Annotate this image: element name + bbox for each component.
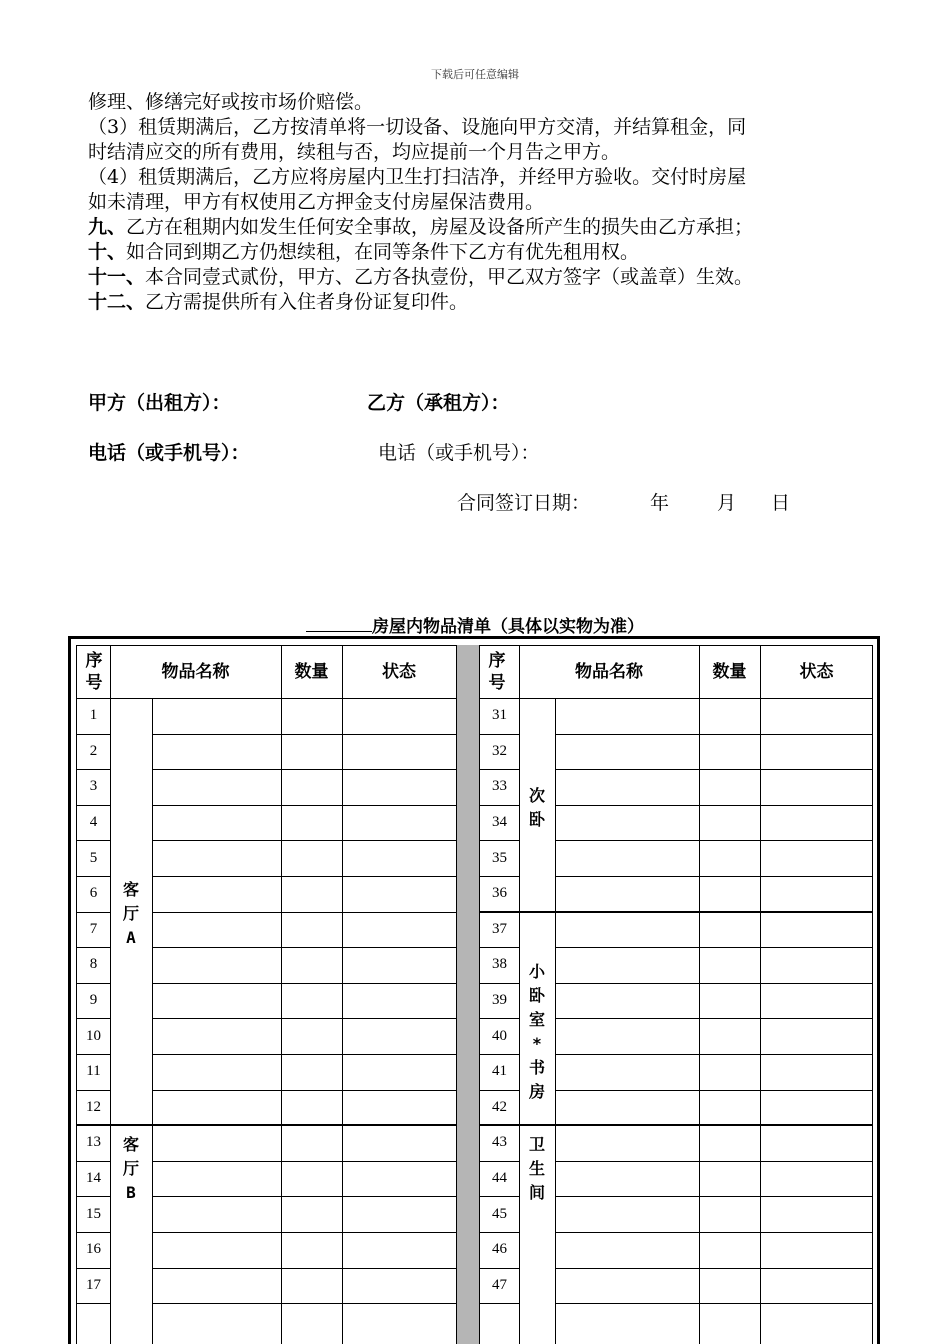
right-row-number: 43 — [492, 1134, 507, 1151]
room-label-char: 室 — [528, 1009, 545, 1029]
left-row-line — [152, 1090, 456, 1091]
clause-text: 修理、修缮完好或按市场价赔偿。 — [88, 91, 374, 113]
right-room-label — [519, 784, 555, 832]
signing-year: 年 — [650, 492, 670, 514]
right-row-number: 45 — [492, 1205, 507, 1222]
clause-text: 本合同壹式贰份，甲方、乙方各执壹份，甲乙双方签字（或盖章）生效。 — [145, 266, 754, 288]
room-label-char: 卧 — [528, 985, 545, 1005]
left-row-line — [152, 1018, 456, 1019]
clause-line — [88, 240, 878, 265]
left-row-number: 11 — [86, 1063, 101, 1080]
clause-number: 十、 — [88, 241, 127, 263]
right-row-number: 32 — [492, 742, 507, 759]
left-row-number: 8 — [89, 956, 98, 973]
left-row-number: 7 — [89, 920, 98, 937]
right-row-line — [555, 769, 873, 770]
left-header-divider — [77, 698, 456, 699]
right-group-divider — [480, 1124, 873, 1126]
left-row-line — [152, 876, 456, 877]
clause-line — [88, 90, 878, 115]
left-col-line — [152, 698, 153, 1344]
left-row-line — [152, 947, 456, 948]
clause-text: （3）租赁期满后，乙方按清单将一切设备、设施向甲方交清，并结算租金，同 — [88, 116, 747, 138]
right-row-line — [555, 1196, 873, 1197]
right-row-number: 41 — [492, 1063, 507, 1080]
right-header-qty: 数量 — [712, 661, 747, 682]
left-room-label — [110, 1133, 152, 1205]
left-header-qty: 数量 — [294, 661, 329, 682]
right-row-line — [555, 947, 873, 948]
left-row-number: 5 — [89, 849, 98, 866]
clause-text: 如未清理，甲方有权使用乙方押金支付房屋保洁费用。 — [88, 191, 545, 213]
room-label-char: 厅 — [122, 1159, 139, 1179]
clause-number: 九、 — [88, 216, 127, 238]
left-header-col-line — [342, 645, 343, 698]
room-label-char: 卧 — [528, 810, 545, 829]
right-row-number: 38 — [492, 956, 507, 973]
room-label-char: 间 — [528, 1183, 545, 1203]
phone-a-label: 电话（或手机号）： — [88, 442, 250, 464]
right-room-label — [519, 960, 555, 1104]
room-label-char: 房 — [528, 1081, 545, 1101]
clause-line — [88, 290, 878, 315]
clause-text: 乙方在租期内如发生任何安全事故，房屋及设备所产生的损失由乙方承担； — [126, 216, 754, 238]
header-note: 下载后可任意编辑 — [431, 68, 519, 81]
left-row-line — [152, 983, 456, 984]
left-group-divider — [77, 1124, 456, 1126]
right-row-number: 36 — [492, 885, 507, 902]
left-row-number: 6 — [89, 885, 98, 902]
right-col-line — [699, 698, 700, 1344]
left-row-number: 9 — [89, 992, 98, 1009]
right-header-col-line — [519, 645, 520, 698]
right-room-label — [519, 1133, 555, 1205]
signing-month: 月 — [717, 492, 737, 514]
left-row-line — [152, 805, 456, 806]
signing-date-label: 合同签订日期： — [457, 492, 591, 514]
signing-day: 日 — [771, 492, 791, 514]
left-header-name: 物品名称 — [161, 661, 230, 682]
left-col-line — [281, 698, 282, 1344]
right-col-line — [760, 698, 761, 1344]
left-row-number: 17 — [86, 1276, 101, 1293]
clause-number: 十一、 — [88, 266, 146, 288]
right-row-number: 47 — [492, 1276, 507, 1293]
left-row-line — [152, 734, 456, 735]
right-row-line — [555, 1303, 873, 1304]
right-row-line — [555, 1054, 873, 1055]
left-row-line — [152, 1161, 456, 1162]
right-row-line — [555, 1018, 873, 1019]
clause-line — [88, 115, 878, 140]
clause-line — [88, 265, 878, 290]
right-row-line — [555, 840, 873, 841]
right-row-number: 34 — [492, 814, 507, 831]
right-row-line — [555, 805, 873, 806]
clause-text: 时结清应交的所有费用，续租与否，均应提前一个月告之甲方。 — [88, 141, 621, 163]
right-header-name: 物品名称 — [575, 661, 643, 682]
left-col-line — [342, 698, 343, 1344]
room-label-char: A — [126, 928, 136, 947]
right-row-number: 33 — [492, 778, 507, 795]
right-row-line — [555, 1090, 873, 1091]
left-row-number: 4 — [89, 814, 98, 831]
right-row-number: 37 — [492, 920, 507, 937]
left-row-number: 14 — [86, 1170, 101, 1187]
party-a-label: 甲方（出租方）： — [88, 392, 231, 414]
left-row-number: 15 — [86, 1205, 101, 1222]
left-header-status: 状态 — [382, 661, 416, 682]
clause-line — [88, 215, 878, 240]
left-room-label — [110, 878, 152, 950]
left-row-line — [152, 1196, 456, 1197]
phone-b-label: 电话（或手机号）： — [378, 442, 540, 464]
left-row-line — [152, 1303, 456, 1304]
party-b-label: 乙方（承租方）： — [367, 392, 510, 414]
left-row-line — [152, 1232, 456, 1233]
room-label-char: 次 — [528, 786, 545, 805]
left-row-number: 13 — [86, 1134, 101, 1151]
contract-clauses — [88, 90, 878, 315]
right-row-number: 42 — [492, 1098, 507, 1115]
left-row-number: 1 — [89, 707, 98, 724]
room-label-char: 小 — [528, 961, 545, 981]
left-row-number: 10 — [86, 1027, 101, 1044]
room-label-char: * — [532, 1033, 542, 1053]
right-header-seq: 序号 — [488, 650, 506, 693]
title-blank-line — [306, 617, 372, 632]
clause-number: 十二、 — [88, 291, 146, 313]
right-group-divider — [480, 911, 873, 913]
right-row-line — [555, 983, 873, 984]
left-seq-line — [77, 1303, 110, 1304]
right-row-line — [555, 734, 873, 735]
left-row-number: 16 — [86, 1241, 101, 1258]
room-label-char: 厅 — [122, 904, 139, 923]
right-row-number: 35 — [492, 849, 507, 866]
right-row-line — [555, 1268, 873, 1269]
left-col-line — [110, 698, 111, 1344]
room-label-char: 书 — [528, 1057, 545, 1077]
right-row-line — [555, 1232, 873, 1233]
right-header-divider — [480, 698, 873, 699]
right-row-number: 39 — [492, 992, 507, 1009]
inventory-title — [0, 612, 950, 637]
right-seq-line — [480, 1303, 519, 1304]
left-row-line — [152, 912, 456, 913]
clause-line — [88, 190, 878, 215]
left-row-line — [152, 1054, 456, 1055]
left-row-line — [152, 769, 456, 770]
right-header-status: 状态 — [799, 661, 834, 682]
left-row-number: 12 — [86, 1098, 101, 1115]
right-row-line — [555, 876, 873, 877]
right-row-number: 46 — [492, 1241, 507, 1258]
clause-text: （4）租赁期满后，乙方应将房屋内卫生打扫洁净，并经甲方验收。交付时房屋 — [88, 166, 747, 188]
left-row-number: 3 — [89, 778, 98, 795]
clause-text: 如合同到期乙方仍想续租，在同等条件下乙方有优先租用权。 — [126, 241, 640, 263]
clause-line — [88, 165, 878, 190]
room-label-char: 客 — [122, 880, 139, 899]
table-column-separator — [456, 645, 480, 1344]
clause-text: 乙方需提供所有入住者身份证复印件。 — [145, 291, 469, 313]
left-row-line — [152, 1268, 456, 1269]
room-label-char: B — [126, 1183, 136, 1203]
left-header-col-line — [281, 645, 282, 698]
left-row-line — [152, 840, 456, 841]
right-row-line — [555, 1161, 873, 1162]
right-header-col-line — [699, 645, 700, 698]
room-label-char: 客 — [122, 1135, 139, 1155]
right-row-number: 31 — [492, 707, 507, 724]
right-row-number: 40 — [492, 1027, 507, 1044]
clause-line — [88, 140, 878, 165]
room-label-char: 卫 — [528, 1135, 545, 1155]
right-row-number: 44 — [492, 1170, 507, 1187]
right-col-line — [555, 698, 556, 1344]
left-row-number: 2 — [89, 742, 98, 759]
left-header-seq: 序号 — [85, 650, 103, 693]
room-label-char: 生 — [528, 1159, 545, 1179]
inventory-title-text: 房屋内物品清单（具体以实物为准） — [372, 617, 644, 637]
right-header-col-line — [760, 645, 761, 698]
left-header-col-line — [110, 645, 111, 698]
